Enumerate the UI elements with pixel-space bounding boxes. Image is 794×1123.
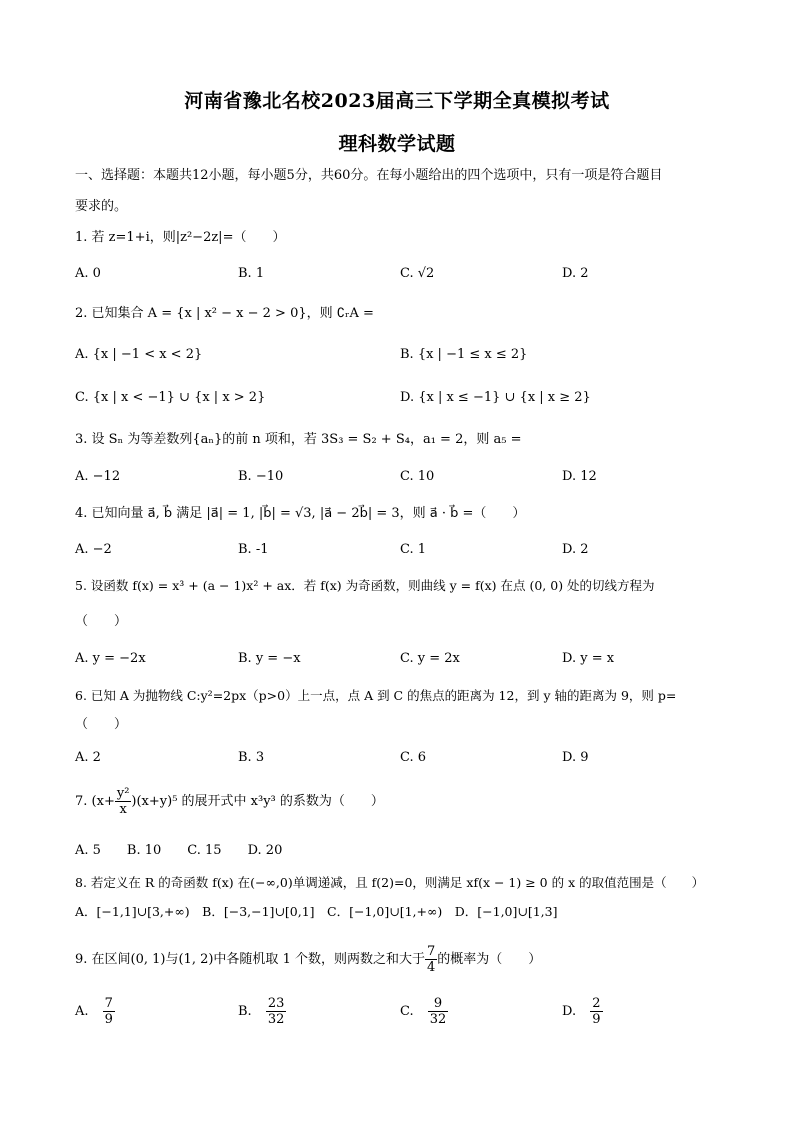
q6-option-d: D. 9 — [562, 750, 589, 765]
q3-option-a: A. −12 — [75, 469, 121, 484]
q1-stem: 1. 若 z=1+i，则|z²−2z|=（ ） — [75, 230, 286, 245]
q9-option-c-label: C. — [400, 1004, 414, 1019]
q5-stem: 5. 设函数 f(x) = x³ + (a − 1)x² + ax．若 f(x) 为奇函数，则曲线 y = f(x) 在点 (0, 0) 处的切线方程为 — [75, 578, 655, 593]
q7-stem-suffix: )(x+y)⁵ 的展开式中 x³y³ 的系数为（ ） — [131, 794, 384, 809]
q9-option-b — [238, 996, 286, 1027]
q4-option-d: D. 2 — [562, 542, 589, 557]
q8-stem: 8. 若定义在 R 的奇函数 f(x) 在(−∞,0)单调递减，且 f(2)=0，则满足 xf(x − 1) ≥ 0 的 x 的取值范围是（ ） — [75, 875, 705, 890]
q9-fraction-denominator: 4 — [426, 960, 436, 975]
q1-option-b: B. 1 — [238, 266, 265, 281]
exam-subtitle: 理科数学试题 — [338, 133, 456, 155]
q9-fraction — [425, 944, 437, 975]
exam-title: 河南省豫北名校2023届高三下学期全真模拟考试 — [184, 90, 610, 112]
q9-option-d-denominator: 9 — [592, 1012, 601, 1027]
q9-option-a-numerator: 7 — [104, 996, 113, 1011]
q9-option-b-fraction — [266, 996, 287, 1027]
q9-option-a-denominator: 9 — [104, 1012, 113, 1027]
q5-option-d: D. y = x — [562, 651, 615, 666]
q4-option-a: A. −2 — [75, 542, 112, 557]
q9-stem-suffix: 的概率为（ ） — [437, 952, 542, 967]
q7-stem-prefix: 7. (x+ — [75, 794, 115, 809]
q3-stem: 3. 设 Sₙ 为等差数列{aₙ}的前 n 项和，若 3S₃ = S₂ + S₄，a₁ = 2，则 a₅ = — [75, 432, 522, 447]
q7-stem — [75, 785, 384, 819]
q2-stem: 2. 已知集合 A = {x | x² − x − 2 > 0}，则 ∁ᵣA = — [75, 306, 374, 321]
q9-option-c-denominator: 32 — [429, 1012, 447, 1027]
q3-option-c: C. 10 — [400, 469, 435, 484]
q5-stem-continued: （ ） — [75, 614, 128, 629]
q9-stem — [75, 943, 541, 977]
q4-option-c: C. 1 — [400, 542, 427, 557]
q9-stem-prefix: 9. 在区间(0, 1)与(1, 2)中各随机取 1 个数，则两数之和大于 — [75, 952, 425, 967]
q9-option-b-numerator: 23 — [267, 996, 285, 1011]
section-heading-line1: 一、选择题：本题共12小题，每小题5分，共60分。在每小题给出的四个选项中，只有一项是符合题目 — [75, 168, 663, 183]
q9-option-d-numerator: 2 — [592, 996, 601, 1011]
q5-option-c: C. y = 2x — [400, 651, 460, 666]
q6-option-a: A. 2 — [75, 750, 101, 765]
q9-option-a — [75, 996, 115, 1027]
q4-stem: 4. 已知向量 a⃗, b⃗ 满足 |a⃗| = 1, |b⃗| = √3, |a⃗ − 2b⃗| = 3，则 a⃗ · b⃗ =（ ） — [75, 506, 526, 521]
q9-option-d-fraction — [590, 996, 602, 1027]
q8-options: A．[−1,1]∪[3,+∞) B．[−3,−1]∪[0,1] C．[−1,0]∪[1,+∞) D．[−1,0]∪[1,3] — [75, 904, 558, 919]
q9-option-a-fraction — [103, 996, 115, 1027]
q7-fraction — [115, 786, 132, 817]
q3-option-b: B. −10 — [238, 469, 284, 484]
q9-fraction-numerator: 7 — [426, 944, 436, 959]
q9-option-b-label: B. — [238, 1004, 252, 1019]
q6-stem: 6. 已知 A 为抛物线 C:y²=2px（p>0）上一点，点 A 到 C 的焦点的距离为 12，到 y 轴的距离为 9，则 p= — [75, 688, 677, 703]
q2-option-d: D. {x | x ≤ −1} ∪ {x | x ≥ 2} — [400, 390, 591, 405]
q6-option-c: C. 6 — [400, 750, 427, 765]
q1-option-d: D. 2 — [562, 266, 589, 281]
q2-option-c: C. {x | x < −1} ∪ {x | x > 2} — [75, 390, 266, 405]
q9-option-c-numerator: 9 — [428, 996, 449, 1012]
q7-fraction-numerator: y² — [116, 786, 130, 801]
section-heading-line2: 要求的。 — [75, 199, 128, 214]
q2-option-b: B. {x | −1 ≤ x ≤ 2} — [400, 347, 528, 362]
q9-option-b-denominator: 32 — [267, 1012, 285, 1027]
q2-option-a: A. {x | −1 < x < 2} — [75, 347, 203, 362]
q5-option-b: B. y = −x — [238, 651, 301, 666]
q6-stem-continued: （ ） — [75, 717, 128, 732]
q3-option-d: D. 12 — [562, 469, 597, 484]
q4-option-b: B. -1 — [238, 542, 269, 557]
q9-option-a-label: A. — [75, 1004, 89, 1019]
q9-option-c-fraction — [428, 996, 449, 1027]
q1-option-a: A. 0 — [75, 266, 101, 281]
q7-fraction-denominator: x — [119, 802, 127, 817]
q1-option-c: C. √2 — [400, 266, 435, 281]
q7-options: A. 5 B. 10 C. 15 D. 20 — [75, 843, 283, 858]
q6-option-b: B. 3 — [238, 750, 265, 765]
q9-option-c — [400, 996, 448, 1027]
q9-option-d — [562, 996, 603, 1027]
q9-option-d-label: D. — [562, 1004, 577, 1019]
q5-option-a: A. y = −2x — [75, 651, 146, 666]
